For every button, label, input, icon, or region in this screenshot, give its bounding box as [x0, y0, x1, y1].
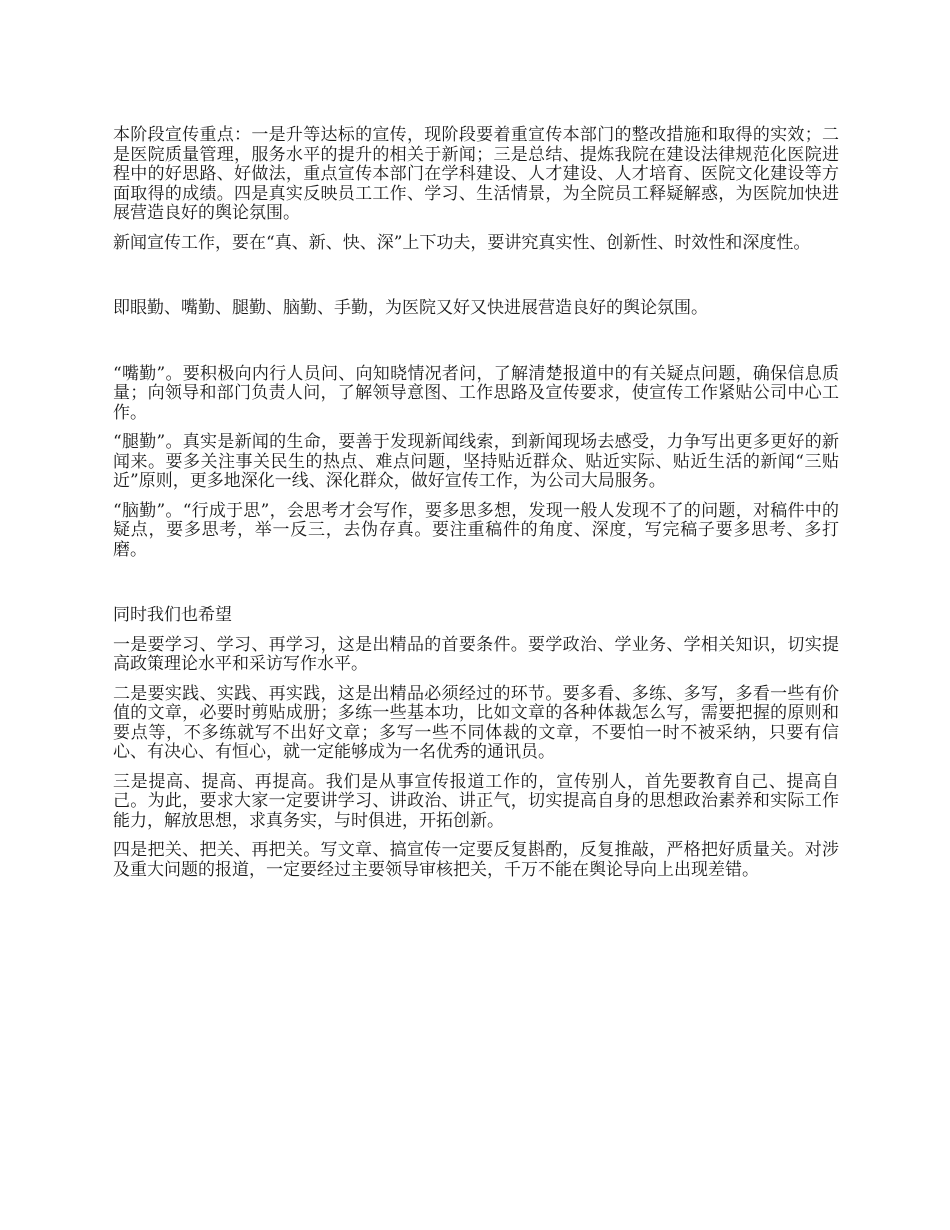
paragraph-news-principles: 新闻宣传工作，要在“真、新、快、深”上下功夫，要讲究真实性、创新性、时效性和深度性。 [113, 232, 811, 253]
paragraph-hopes-heading: 同时我们也希望 [113, 605, 232, 625]
document-body [113, 126, 839, 890]
paragraph-brain-diligence: “脑勤”。“行成于思”，会思考才会写作，要多思多想，发现一般人发现不了的问题，对稿件中的疑点，要多思考，举一反三，去伪存真。要注重稿件的角度、深度，写完稿子要多思考、多打磨。 [113, 500, 839, 560]
paragraph-hope-practice: 二是要实践、实践、再实践，这是出精品必须经过的环节。要多看、多练、多写，多看一些有价值的文章，必要时剪贴成册；多练一些基本功，比如文章的各种体裁怎么写，需要把握的原则和要点等，不多练就写不出好文章；多写一些不同体裁的文章，不要怕一时不被采纳，只要有信心、有决心、有恒心，就一定能够成为一名优秀的通讯员。 [113, 683, 839, 762]
paragraph-leg-diligence: “腿勤”。真实是新闻的生命，要善于发现新闻线索，到新闻现场去感受，力争写出更多更好的新闻来。要多关注事关民生的热点、难点问题，坚持贴近群众、贴近实际、贴近生活的新闻“三贴近”原则，更多地深化一线、深化群众，做好宣传工作，为公司大局服务。 [113, 432, 839, 491]
paragraph-hope-review: 四是把关、把关、再把关。写文章、搞宣传一定要反复斟酌，反复推敲，严格把好质量关。对涉及重大问题的报道，一定要经过主要领导审核把关，千万不能在舆论导向上出现差错。 [113, 840, 839, 880]
paragraph-hope-improve: 三是提高、提高、再提高。我们是从事宣传报道工作的，宣传别人，首先要教育自己、提高自己。为此，要求大家一定要讲学习、讲政治、讲正气，切实提高自身的思想政治素养和实际工作能力，解放思想，求真务实，与时俱进，开拓创新。 [113, 771, 839, 831]
paragraph-hope-study: 一是要学习、学习、再学习，这是出精品的首要条件。要学政治、学业务、学相关知识，切实提高政策理论水平和采访写作水平。 [113, 634, 839, 674]
paragraph-mouth-diligence: “嘴勤”。要积极向内行人员问、向知晓情况者问，了解清楚报道中的有关疑点问题，确保信息质量；向领导和部门负责人问，了解领导意图、工作思路及宣传要求，使宣传工作紧贴公司中心工作。 [113, 363, 839, 423]
paragraph-five-diligences: 即眼勤、嘴勤、腿勤、脑勤、手勤，为医院又好又快进展营造良好的舆论氛围。 [113, 298, 708, 318]
paragraph-publicity-focus: 本阶段宣传重点：一是升等达标的宣传，现阶段要着重宣传本部门的整改措施和取得的实效；二是医院质量管理，服务水平的提升的相关于新闻；三是总结、提炼我院在建设法律规范化医院进程中的好思路、好做法，重点宣传本部门在学科建设、人才建设、人才培育、医院文化建设等方面取得的成绩。四是真实反映员工工作、学习、生活情景，为全院员工释疑解惑，为医院加快进展营造良好的舆论氛围。 [113, 125, 839, 223]
